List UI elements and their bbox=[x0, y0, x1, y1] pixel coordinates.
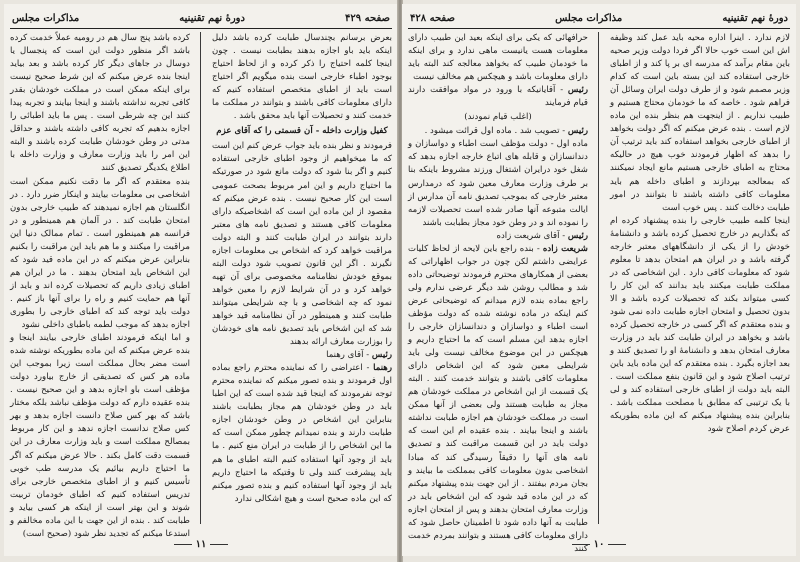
session-label: دورهٔ نهم تقنینیه bbox=[722, 12, 788, 24]
header-rule bbox=[10, 28, 392, 29]
page-428 bbox=[402, 4, 796, 556]
speaker-paragraph: رئیس - آقای رهنما bbox=[326, 350, 392, 361]
page-number-label: صفحه ۴۲۹ bbox=[345, 12, 390, 24]
folio-number: ۱۱ bbox=[195, 539, 207, 550]
body-paragraph: لازم ندارد . اینرا اداره محیه باید عمل کند وظیفه اش این است خوب حالا اگر فردا دولت وزیر صحیه باین مقام برآمد که مدرسه ای بر پا کند و از اطبای خارجی استفاده کند این بسته باین است که کدام وزیر مصمم شود و از طرف دولت ایران وسائل آن فراهم شود . خاصه که ما خودمان محتاج هستیم و طبیب نداریم . از اینجهت هم بنظر بنده این ماده لازم است . بنده عرض میکنم که اگر دولت بخواهد از اطبای خارجی بخواهد استفاده کند باید ترتیب آن را بدهد که اظهار فرمودند خوب هیچ در حالیکه محتاج به اطبای خارجی هستیم مانع ایجاد نمیکنند که بمعالجه بپردازند و اطبای داخله هم باید معلومات کافی داشته باشند تا بتوانند در امور طبابت دخالت کنند . پس خوب است bbox=[610, 33, 790, 213]
page-number-label: صفحه ۴۲۸ bbox=[410, 12, 455, 24]
header-rule bbox=[408, 28, 790, 29]
column-divider bbox=[598, 32, 599, 524]
speech-text: آقای شریعت زاده bbox=[496, 230, 560, 241]
body-paragraph: فرمودند و نظر بنده باید جواب عرض کنم این است که ما میخواهیم از وجود اطبای خارجی استفاده کنیم و اگر بنا شود که دولت مانع شود در صورتیکه ما احتیاج داریم و این امر مربوط بصحت عمومی است این کار صحیح نیست . بنده عرض میکنم که مقصود از این ماده این است که اشخاصیکه دارای معلومات کافی هستند و تصدیق نامه های معتبر دارند بتوانند در ایران طبابت کنند و البته دولت مراقبت خواهد کرد که اشخاص بی معلومات اجازه نگیرند . اگر این قانون تصویب شود دولت البته بموقع خودش نظامنامه مخصوصی برای آن تهیه خواهد کرد و در آن شرایط لازم را معین خواهد نمود که چه اشخاصی و با چه شرایطی میتوانند طبابت کنند و همینطور در آن نظامنامه قید خواهد شد که این اشخاص باید تصدیق نامه های خودشان را بوزارت معارف ارائه بدهند bbox=[212, 141, 392, 348]
body-paragraph: و اما اینکه فرمودند اطبای خارجی بیایند اینجا و بنده عرض میکنم که این ماده بطوریکه نوشته شده است مضر بحال مملکت است زیرا بموجب این ماده هر کس که تصدیقی از خارج بیاورد دولت مؤظف است باو اجازه بدهد و این صحیح نیست . بنده عقیده دارم که دولت مؤظف نباشد بلکه مختار باشد که بهر کس صلاح دانست اجازه بدهد و بهر کس صلاح ندانست اجازه ندهد و این کار مربوط بمصالح مملکت است و باید وزارت معارف در این قسمت دقت کامل بکند . حالا عرض میکنم که اگر ما احتیاج داریم بیائیم یک مدرسه طب خوبی تأسیس کنیم و از اطبای متخصص خارجی برای تدریس استفاده کنیم که اطبای خودمان تربیت شوند و این بهتر است از اینکه هر کسی بیاید و طبابت کند . بنده از این جهت با این ماده مخالفم و استدعا میکنم که تجدید نظر شود (صحیح است) bbox=[10, 333, 190, 539]
session-label: دورهٔ نهم تقنینیه bbox=[179, 12, 245, 24]
speaker-paragraph: شریعت زاده - بنده راجع باین لایحه از لحاظ کلیات عرایضی داشتم لکن چون در جواب اظهاراتی که بعضی از همکارهای محترم فرمودند توضیحاتی داده شد و مطالب روشن شد دیگر عرضی ندارم ولی راجع بماده بنده لازم میدانم که توضیحاتی عرض کنم اینکه در ماده نوشته شده که دولت مؤظف است اطباء و دواسازان و دندانسازان خارجی را اجازه بدهد این مسلم است که ما احتیاج داریم و هیچکس در این موضوع مخالف نیست ولی باید شرایطی معین شود که این اشخاص دارای معلومات کافی باشند و بتوانند خدمت کنند . البته یک قسمت از این اشخاص در مملکت خودشان هم مجاز به طبابت هستند ولی بعضی از آنها ممکن است در مملکت خودشان هم اجازه طبابت نداشته باشند و اینجا بیایند . بنده عقیده ام این است که دولت باید در این قسمت مراقبت کند و تصدیق نامه های آنها را دقیقاً رسیدگی کند که مبادا اشخاصی بدون معلومات کافی بمملکت ما بیایند و بجان مردم بیفتند . از این جهت بنده پیشنهاد میکنم که در این ماده قید شود که این اشخاص باید در وزارت معارف امتحان بدهند و پس از امتحان اجازه طبابت به آنها داده شود تا اطمینان حاصل شود که دارای معلومات کافی هستند و بتوانند بمردم خدمت کنند bbox=[408, 243, 588, 554]
speech-text: بنده راجع باین لایحه از لحاظ کلیات عرایضی داشتم لکن چون در جواب اظهاراتی که بعضی از همکارهای محترم فرمودند توضیحاتی داده شد و مطالب روشن شد دیگر عرضی ندارم ولی راجع بماده بنده لازم میدانم که توضیحاتی عرض کنم اینکه در ماده نوشته شده که دولت مؤظف است اطباء و دواسازان و دندانسازان خارجی را اجازه بدهد این مسلم است که ما احتیاج داریم و هیچکس در این موضوع مخالف نیست ولی باید شرایطی معین شود که این اشخاص دارای معلومات کافی باشند و بتوانند خدمت کنند . البته یک قسمت از این اشخاص در مملکت خودشان هم مجاز به طبابت هستند ولی بعضی از آنها ممکن است در مملکت خودشان هم اجازه طبابت نداشته باشند و اینجا بیایند . بنده عقیده ام این است که دولت باید در این قسمت مراقبت کند و تصدیق نامه های آنها را دقیقاً رسیدگی کند که مبادا اشخاصی بدون معلومات کافی بمملکت ما بیایند و بجان مردم بیفتند . از این جهت بنده پیشنهاد میکنم که در این ماده قید شود که این اشخاص باید در وزارت معارف امتحان بدهند و پس از امتحان اجازه طبابت به آنها داده شود تا اطمینان حاصل شود که دارای معلومات کافی هستند و بتوانند بمردم خدمت کنند bbox=[408, 243, 588, 554]
speaker-name: رئیس bbox=[567, 126, 588, 137]
speech-text: اعتراضی را که نماینده محترم راجع بماده اول فرمودند و بنده تصور میکنم که نماینده محترم توجه نفرمودند که اینجا قید شده است که این اطبا باید در وطن خودشان هم مجاز بطبابت باشند بنابراین این اشخاص در وطن خودشان اجازه طبابت دارند و بنده نمیدانم چطور ممکن است که ما این اشخاص را از طبابت در ایران منع کنیم . ما باید از وجود آنها استفاده کنیم البته اطبای ما هم باید پیشرفت کنند ولی تا وقتیکه ما احتیاج داریم باید از وجود آنها استفاده کنیم و بنده تصور میکنم که این ماده صحیح است و هیچ اشکالی ندارد bbox=[212, 363, 392, 504]
body-paragraph: بنده معتقدم که اگر ما دقت نکنیم ممکن است اشخاصی بی معلومات بیایند و اینکار ضرر دارد . در انگلستان هم اجازه نمیدهند که طبیب خارجی بدون امتحان طبابت کند . در آلمان هم همینطور و در فرانسه هم همینطور است . تمام ممالک دنیا این مراقبت را میکنند و ما هم باید این مراقبت را بکنیم بنابراین عرض میکنم که در این ماده قید شود که این اشخاص باید امتحان بدهند . ما در ایران هم اطبای زیادی داریم که تحصیلات کرده اند و باید از آنها هم حمایت کنیم و راه را برای آنها باز کنیم . دولت باید توجه کند که اطبای خارجی را بطوری اجازه بدهد که موجب لطمه باطبای داخلی نشود bbox=[10, 176, 190, 331]
speech-text: تصویب شد . ماده اول قرائت میشود . bbox=[424, 126, 560, 137]
body-paragraph: حرافهائی که یکی برای اینکه بعید این طبیب دارای معلومات هست یانیست ماهی ندارد و برای اینکه ما خودمان طبیب که بخواهد معالجه کند البته باید دارای معلومات باشد و هیچکس هم مخالف نیست bbox=[408, 33, 588, 83]
text-column-left bbox=[408, 32, 588, 554]
page-429 bbox=[4, 4, 398, 556]
journal-title: مذاکرات مجلس bbox=[12, 12, 80, 24]
running-head bbox=[410, 10, 788, 26]
speech-text: آقای رهنما bbox=[326, 350, 364, 361]
speech-text: آقایانیکه با ورود در مواد موافقت دارند قیام فرمایند bbox=[408, 85, 588, 109]
speaker-name: رئیس bbox=[567, 85, 588, 96]
text-column-right bbox=[610, 32, 790, 524]
body-paragraph: کرده باشد پنج سال هم در رومیه عملاً خدمت کرده باشد اگر منظور دولت این است که پنجسال یا دوسال در جاهای دیگر کار کرده باشد و بعد بیاید اینجا بنده عرض میکنم که این شرط صحیح نیست برای اینکه ممکن است در مملکت خودشان بقدر کافی تجربه نداشته باشند و اینجا بیایند و تجربه پیدا کنند این چه شرطی است . پس ما باید اطبائی را اجازه بدهیم که تجربه کافی داشته باشند و حداقل مدتی در وطن خودشان طبابت کرده باشند و البته این امر را باید وزارت معارف و وزارت داخله با اطلاع یکدیگر تصدیق کنند bbox=[10, 33, 190, 174]
text-column-left bbox=[10, 32, 190, 539]
section-heading: کفیل وزارت داخله - آن قسمتی را که آقای عزم bbox=[216, 126, 388, 137]
body-paragraph: اینجا کلمه طبیب خارجی را بنده پیشنهاد کرده ام که بگذاریم در خارج تحصیل کرده باشد و دانشنامهٔ خودش را از یکی از دانشگاههای معتبر خارجه گرفته باشد و در ایران هم امتحان بدهد تا معلوم شود که معلومات کافی دارد . این اشخاصی که در مملکت طبابت میکنند باید بدانند که این کار را کسی میتواند بکند که تحصیلات کرده باشد و الا بدون تحصیل و امتحان اجازه طبابت داده نمی شود و بنده معتقدم که اگر کسی در خارجه تحصیل کرده باشد و بخواهد در ایران طبابت کند باید در وزارت معارف امتحان بدهد و دانشنامهٔ او را تصدیق کنند و بعد اجازه بگیرد . بنده معتقدم که این ماده باید باین ترتیب اصلاح شود و این قانون بنفع مملکت است . البته باید دولت از اطبای خارجی استفاده کند و لی با یک ترتیبی که مطابق با مصلحت مملکت باشد . بنابراین بنده پیشنهاد میکنم که این ماده بطوریکه عرض کردم اصلاح شود bbox=[610, 215, 790, 435]
speaker-paragraph: رئیس - آقای شریعت زاده bbox=[496, 230, 588, 241]
folio-number: ۱۰ bbox=[593, 539, 605, 550]
speaker-name: رهنما bbox=[373, 363, 392, 374]
body-paragraph: ماده اول - دولت مؤظف است اطباء و دواسازان و دندانسازان و قابله های اتباع خارجه اجازه بدهد که شغل خود درایران اشتغال ورزند مشروط باینکه بنا بر طرف وزارت معارف معین شود که درمدارس معتبر خارجی که بموجب تصدیق نامه آن مدارس از ایالت متبوعه آنها صادر شده است تحصیلات لازمه را نموده اند و در وطن خود مجاز بطبابت باشند bbox=[408, 139, 588, 228]
procedural-note: (اغلب قیام نمودند) bbox=[464, 112, 532, 123]
running-head bbox=[12, 10, 390, 26]
speaker-paragraph: رئیس - آقایانیکه با ورود در مواد موافقت دارند قیام فرمایند bbox=[408, 85, 588, 109]
body-paragraph: بعرض برسانم بچندسال طبابت کرده باشد دلیل اینکه باید باو اجازه بدهند بطبابت نیست . چون اینجا کلمه احتیاج را ذکر کرده و از لحاظ احتیاج بوجود اطباء خارجی است بنده میگویم اگر احتیاج است باید از اطبای متخصص استفاده کنیم که دارای معلومات کافی باشند و بتوانند در مملکت ما خدمت کنند و تحصیلات آنها باید محقق باشد . bbox=[212, 33, 392, 122]
folio bbox=[4, 539, 398, 550]
speaker-paragraph: رهنما - اعتراضی را که نماینده محترم راجع بماده اول فرمودند و بنده تصور میکنم که نماینده محترم توجه نفرمودند که اینجا قید شده است که این اطبا باید در وطن خودشان هم مجاز بطبابت باشند بنابراین این اشخاص در وطن خودشان اجازه طبابت دارند و بنده نمیدانم چطور ممکن است که ما این اشخاص را از طبابت در ایران منع کنیم . ما باید از وجود آنها استفاده کنیم البته اطبای ما هم باید پیشرفت کنند ولی تا وقتیکه ما احتیاج داریم باید از وجود آنها استفاده کنیم و بنده تصور میکنم که این ماده صحیح است و هیچ اشکالی ندارد bbox=[212, 363, 392, 504]
speaker-name: رئیس bbox=[371, 350, 392, 361]
speaker-name: شریعت زاده bbox=[542, 243, 588, 254]
column-divider bbox=[200, 32, 201, 524]
speaker-paragraph: رئیس - تصویب شد . ماده اول قرائت میشود . bbox=[424, 126, 588, 137]
speaker-name: رئیس bbox=[567, 230, 588, 241]
folio bbox=[402, 539, 796, 550]
text-column-right bbox=[212, 32, 392, 524]
journal-title: مذاکرات مجلس bbox=[555, 12, 623, 24]
